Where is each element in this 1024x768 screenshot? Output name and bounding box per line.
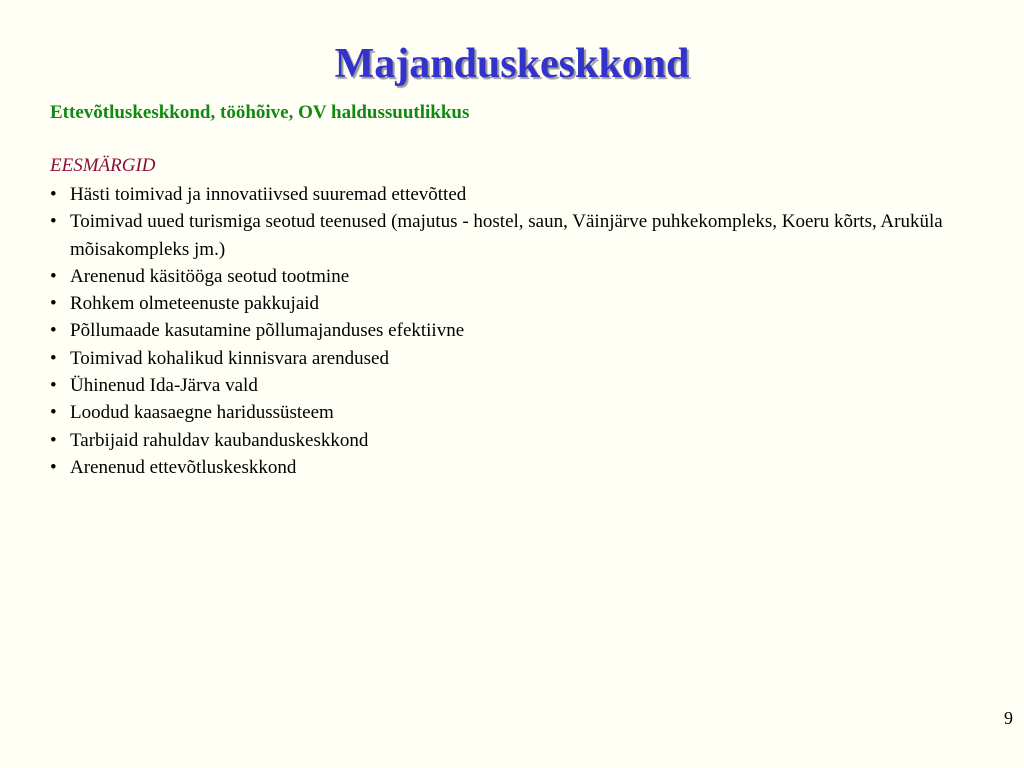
goal-item [50,263,980,290]
goal-text: Arenenud ettevõtluskeskkond [70,456,297,478]
goal-item [50,454,980,481]
goal-item [50,345,980,372]
slide-title: Majanduskeskkond [334,41,690,87]
slide-subtitle: Ettevõtluskeskkond, tööhõive, OV haldussuutlikkus [50,102,470,123]
goal-text: Rohkem olmeteenuste pakkujaid [70,293,320,315]
bullet-icon: • [50,347,57,369]
goal-item [50,208,980,263]
goal-text: Toimivad uued turismiga seotud teenused (majutus - hostel, saun, Väinjärve puhkekompleks, Koeru kõrts, Aruküla mõisakompleks jm.) [70,211,943,260]
goal-item [50,317,980,344]
page-number: 9 [1004,708,1013,728]
goals-list [50,181,980,481]
bullet-icon: • [50,265,57,287]
bullet-icon: • [50,184,57,205]
goal-text: Loodud kaasaegne haridussüsteem [70,402,334,424]
bullet-icon: • [50,456,57,478]
goal-text: Arenenud käsitööga seotud tootmine [70,265,350,287]
bullet-icon: • [50,402,57,424]
goal-item [50,399,980,426]
bullet-icon: • [50,293,57,315]
goal-text: Tarbijaid rahuldav kaubanduskeskkond [70,429,369,451]
goals-heading: EESMÄRGID [50,155,156,176]
goal-text: Ühinenud Ida-Järva vald [70,375,258,397]
bullet-icon: • [50,320,57,342]
bullet-icon: • [50,375,57,397]
goal-text: Toimivad kohalikud kinnisvara arendused [70,347,389,369]
goal-item [50,427,980,454]
goal-item [50,181,980,208]
bullet-icon: • [50,211,57,233]
goal-item [50,290,980,317]
goal-item [50,372,980,399]
goal-text: Hästi toimivad ja innovatiivsed suuremad ettevõtted [70,184,467,205]
bullet-icon: • [50,429,57,451]
goal-text: Põllumaade kasutamine põllumajanduses efektiivne [70,320,465,342]
